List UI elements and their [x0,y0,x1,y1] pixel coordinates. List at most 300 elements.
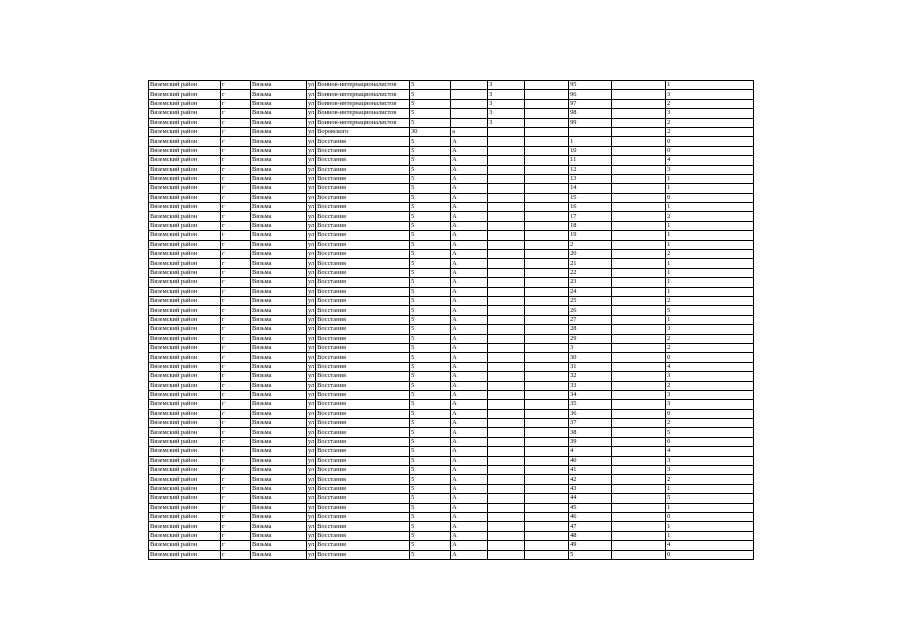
cell-settlement-type: г [221,81,251,90]
cell-district: Вяземский район [149,437,221,446]
cell-district: Вяземский район [149,137,221,146]
cell-building [488,503,525,512]
cell-house-letter: А [451,343,488,352]
cell-room [612,184,666,193]
cell-building-letter [525,296,569,305]
cell-building-letter [525,221,569,230]
cell-settlement-type: г [221,409,251,418]
cell-building [488,466,525,475]
cell-street-type: ул [308,203,315,211]
cell-building [488,315,525,324]
cell-building-letter [525,259,569,268]
cell-building [488,203,525,212]
cell-settlement: Вязьма [251,343,307,352]
cell-apartment: 95 [569,81,612,90]
cell-count: 3 [666,400,754,409]
cell-street: Восстания [316,362,410,371]
cell-house-letter: А [451,447,488,456]
cell-street: Восстания [316,550,410,559]
cell-settlement-type: г [221,315,251,324]
cell-count: 4 [666,541,754,550]
cell-district: Вяземский район [149,156,221,165]
cell-street-type: ул [308,550,315,558]
table-row [149,343,754,352]
cell-count: 5 [666,494,754,503]
cell-building-letter [525,456,569,465]
cell-street-type: ул [308,362,315,370]
cell-street-type: ул [308,334,315,342]
cell-settlement-type: г [221,390,251,399]
cell-settlement: Вязьма [251,184,307,193]
table-row [149,484,754,493]
cell-house-letter: А [451,522,488,531]
cell-count: 3 [666,109,754,118]
cell-district: Вяземский район [149,259,221,268]
cell-settlement-type: г [221,372,251,381]
cell-apartment: 3 [569,343,612,352]
cell-building-letter [525,268,569,277]
cell-settlement-type: г [221,231,251,240]
cell-apartment: 18 [569,221,612,230]
cell-district: Вяземский район [149,362,221,371]
cell-room [612,99,666,108]
cell-settlement-type: г [221,221,251,230]
cell-building: 3 [488,81,525,90]
cell-district: Вяземский район [149,268,221,277]
cell-house-letter: А [451,550,488,559]
cell-count: 3 [666,390,754,399]
cell-settlement-type: г [221,512,251,521]
cell-district: Вяземский район [149,503,221,512]
cell-house-letter: А [451,278,488,287]
cell-apartment: 4 [569,447,612,456]
cell-house: 5 [410,466,451,475]
cell-house: 5 [410,550,451,559]
cell-count: 2 [666,334,754,343]
cell-street: Восстания [316,475,410,484]
cell-building [488,494,525,503]
cell-street: Восстания [316,447,410,456]
cell-street: Восстания [316,353,410,362]
cell-building [488,250,525,259]
cell-settlement: Вязьма [251,381,307,390]
cell-house: 5 [410,512,451,521]
cell-settlement: Вязьма [251,419,307,428]
cell-district: Вяземский район [149,390,221,399]
cell-settlement-type: г [221,494,251,503]
cell-building [488,165,525,174]
cell-room [612,137,666,146]
cell-building-letter [525,81,569,90]
cell-district: Вяземский район [149,81,221,90]
cell-settlement: Вязьма [251,146,307,155]
cell-apartment: 26 [569,306,612,315]
table-row [149,475,754,484]
cell-house-letter: А [451,156,488,165]
cell-building-letter [525,466,569,475]
cell-street: Восстания [316,390,410,399]
cell-house: 30 [410,127,451,136]
cell-street-type: ул [308,222,315,230]
cell-house: 5 [410,165,451,174]
table-row [149,400,754,409]
cell-room [612,231,666,240]
cell-count: 1 [666,522,754,531]
cell-house-letter: А [451,296,488,305]
cell-apartment: 99 [569,118,612,127]
cell-settlement-type: г [221,447,251,456]
cell-house: 5 [410,212,451,221]
cell-apartment: 25 [569,296,612,305]
table-row [149,306,754,315]
cell-room [612,550,666,559]
cell-settlement-type: г [221,212,251,221]
cell-room [612,437,666,446]
cell-building [488,259,525,268]
cell-building [488,287,525,296]
cell-street-type: ул [308,118,315,126]
cell-house-letter: А [451,268,488,277]
cell-district: Вяземский район [149,165,221,174]
cell-building [488,400,525,409]
cell-settlement: Вязьма [251,90,307,99]
table-row [149,127,754,136]
cell-settlement: Вязьма [251,362,307,371]
cell-street-type: ул [308,156,315,164]
cell-house: 5 [410,343,451,352]
table-row [149,240,754,249]
cell-room [612,419,666,428]
table-row [149,287,754,296]
cell-street-type: ул [308,522,315,530]
cell-building-letter [525,146,569,155]
table-row [149,550,754,559]
cell-street: Восстания [316,503,410,512]
cell-house-letter: А [451,390,488,399]
table-row [149,325,754,334]
table-row [149,494,754,503]
table-row [149,334,754,343]
cell-street-type: ул [308,128,315,136]
cell-building-letter [525,475,569,484]
cell-room [612,531,666,540]
cell-apartment: 14 [569,184,612,193]
cell-apartment: 15 [569,193,612,202]
table-row [149,541,754,550]
cell-building [488,325,525,334]
cell-building-letter [525,184,569,193]
cell-settlement: Вязьма [251,278,307,287]
cell-street-type: ул [308,269,315,276]
cell-street-type: ул [308,109,315,117]
cell-building [488,146,525,155]
cell-district: Вяземский район [149,118,221,127]
cell-apartment: 33 [569,381,612,390]
cell-count: 1 [666,484,754,493]
cell-settlement: Вязьма [251,193,307,202]
cell-building-letter [525,193,569,202]
cell-apartment: 16 [569,203,612,212]
cell-district: Вяземский район [149,287,221,296]
cell-settlement-type: г [221,250,251,259]
cell-house-letter: А [451,259,488,268]
table-row [149,456,754,465]
cell-building [488,156,525,165]
cell-street-type: ул [308,391,315,399]
cell-count: 1 [666,259,754,268]
cell-street-type: ул [308,541,315,549]
cell-count: 1 [666,231,754,240]
cell-district: Вяземский район [149,174,221,183]
cell-house: 5 [410,259,451,268]
cell-room [612,484,666,493]
cell-house-letter: А [451,475,488,484]
table-row [149,81,754,90]
cell-settlement: Вязьма [251,259,307,268]
cell-house: 5 [410,475,451,484]
table-row [149,381,754,390]
cell-settlement: Вязьма [251,81,307,90]
cell-house-letter: А [451,419,488,428]
cell-count: 3 [666,372,754,381]
cell-house-letter [451,109,488,118]
cell-street-type: ул [308,428,315,436]
table-row [149,362,754,371]
cell-street-type: ул [308,419,315,427]
cell-district: Вяземский район [149,231,221,240]
table-row [149,137,754,146]
cell-district: Вяземский район [149,146,221,155]
cell-street-type: ул [308,212,315,220]
cell-settlement-type: г [221,550,251,559]
table-row [149,203,754,212]
cell-settlement-type: г [221,456,251,465]
cell-apartment: 39 [569,437,612,446]
cell-house: 5 [410,456,451,465]
cell-settlement: Вязьма [251,127,307,136]
cell-settlement: Вязьма [251,353,307,362]
cell-settlement: Вязьма [251,456,307,465]
cell-room [612,90,666,99]
cell-settlement-type: г [221,466,251,475]
cell-settlement-type: г [221,503,251,512]
cell-house-letter: А [451,381,488,390]
cell-street: Восстания [316,156,410,165]
cell-house: 5 [410,315,451,324]
cell-apartment: 22 [569,268,612,277]
cell-house-letter: А [451,428,488,437]
cell-count: 2 [666,296,754,305]
cell-building-letter [525,362,569,371]
cell-count: 4 [666,362,754,371]
cell-apartment: 28 [569,325,612,334]
cell-building-letter [525,372,569,381]
cell-room [612,409,666,418]
cell-settlement: Вязьма [251,250,307,259]
cell-house-letter [451,81,488,90]
cell-apartment: 23 [569,278,612,287]
cell-district: Вяземский район [149,541,221,550]
cell-street: Воровского [316,127,410,136]
table-row [149,184,754,193]
cell-building [488,381,525,390]
cell-room [612,390,666,399]
cell-district: Вяземский район [149,184,221,193]
cell-district: Вяземский район [149,99,221,108]
cell-district: Вяземский район [149,343,221,352]
cell-settlement: Вязьма [251,221,307,230]
cell-building [488,343,525,352]
cell-building [488,456,525,465]
cell-apartment: 2 [569,240,612,249]
cell-settlement: Вязьма [251,109,307,118]
cell-settlement: Вязьма [251,512,307,521]
cell-street-type: ул [308,99,315,107]
cell-house: 5 [410,137,451,146]
cell-house-letter: А [451,203,488,212]
cell-building-letter [525,174,569,183]
cell-building [488,212,525,221]
cell-district: Вяземский район [149,240,221,249]
cell-house-letter: А [451,503,488,512]
cell-house: 5 [410,353,451,362]
cell-building-letter [525,531,569,540]
cell-street-type: ул [308,250,315,258]
cell-house-letter: А [451,494,488,503]
cell-apartment: 21 [569,259,612,268]
cell-apartment: 36 [569,409,612,418]
cell-street: Воинов-интернационалистов [316,81,410,90]
cell-count: 2 [666,99,754,108]
cell-building [488,221,525,230]
cell-building-letter [525,334,569,343]
cell-settlement: Вязьма [251,203,307,212]
cell-house-letter: А [451,137,488,146]
table-row [149,466,754,475]
cell-room [612,381,666,390]
cell-settlement: Вязьма [251,400,307,409]
cell-house: 5 [410,193,451,202]
cell-building [488,174,525,183]
cell-count: 0 [666,193,754,202]
table-row [149,531,754,540]
cell-house-letter: А [451,184,488,193]
cell-settlement: Вязьма [251,315,307,324]
cell-room [612,165,666,174]
cell-apartment: 30 [569,353,612,362]
cell-district: Вяземский район [149,419,221,428]
cell-street: Восстания [316,212,410,221]
cell-building-letter [525,550,569,559]
cell-building-letter [525,231,569,240]
cell-street: Восстания [316,250,410,259]
cell-building-letter [525,437,569,446]
table-row [149,409,754,418]
cell-room [612,306,666,315]
cell-building-letter [525,494,569,503]
table-row [149,118,754,127]
cell-count: 0 [666,137,754,146]
cell-room [612,362,666,371]
cell-street: Восстания [316,381,410,390]
cell-building: 3 [488,109,525,118]
cell-settlement-type: г [221,296,251,305]
cell-street: Восстания [316,174,410,183]
cell-count: 3 [666,325,754,334]
cell-house-letter: А [451,250,488,259]
cell-house: 5 [410,325,451,334]
cell-street: Восстания [316,494,410,503]
cell-room [612,343,666,352]
cell-street: Восстания [316,268,410,277]
cell-count: 1 [666,240,754,249]
cell-count: 0 [666,353,754,362]
cell-building-letter [525,541,569,550]
cell-apartment: 5 [569,550,612,559]
cell-street-type: ул [308,287,315,295]
cell-count: 1 [666,221,754,230]
cell-settlement: Вязьма [251,118,307,127]
cell-apartment: 27 [569,315,612,324]
cell-house: 5 [410,278,451,287]
cell-house-letter: А [451,193,488,202]
cell-street: Воинов-интернационалистов [316,109,410,118]
cell-building [488,522,525,531]
cell-building-letter [525,325,569,334]
cell-district: Вяземский район [149,334,221,343]
cell-apartment: 13 [569,174,612,183]
cell-street: Восстания [316,343,410,352]
cell-room [612,494,666,503]
cell-settlement-type: г [221,437,251,446]
cell-room [612,221,666,230]
cell-settlement: Вязьма [251,165,307,174]
table-row [149,512,754,521]
cell-building [488,306,525,315]
cell-settlement-type: г [221,325,251,334]
cell-street-type: ул [308,531,315,539]
cell-street: Восстания [316,512,410,521]
cell-street-type: ул [308,90,315,98]
cell-apartment: 46 [569,512,612,521]
cell-district: Вяземский район [149,296,221,305]
cell-room [612,212,666,221]
cell-settlement-type: г [221,156,251,165]
cell-building-letter [525,484,569,493]
cell-building [488,184,525,193]
cell-district: Вяземский район [149,325,221,334]
cell-building-letter [525,512,569,521]
cell-house: 5 [410,400,451,409]
table-row [149,146,754,155]
cell-building-letter [525,156,569,165]
cell-apartment: 40 [569,456,612,465]
cell-settlement-type: г [221,343,251,352]
cell-apartment: 44 [569,494,612,503]
cell-building-letter [525,503,569,512]
cell-street: Восстания [316,306,410,315]
cell-settlement-type: г [221,268,251,277]
cell-house-letter: А [451,325,488,334]
cell-district: Вяземский район [149,447,221,456]
cell-building-letter [525,447,569,456]
cell-room [612,456,666,465]
address-table [148,80,754,560]
cell-district: Вяземский район [149,512,221,521]
cell-district: Вяземский район [149,315,221,324]
cell-count: 3 [666,165,754,174]
cell-street-type: ул [308,466,315,474]
